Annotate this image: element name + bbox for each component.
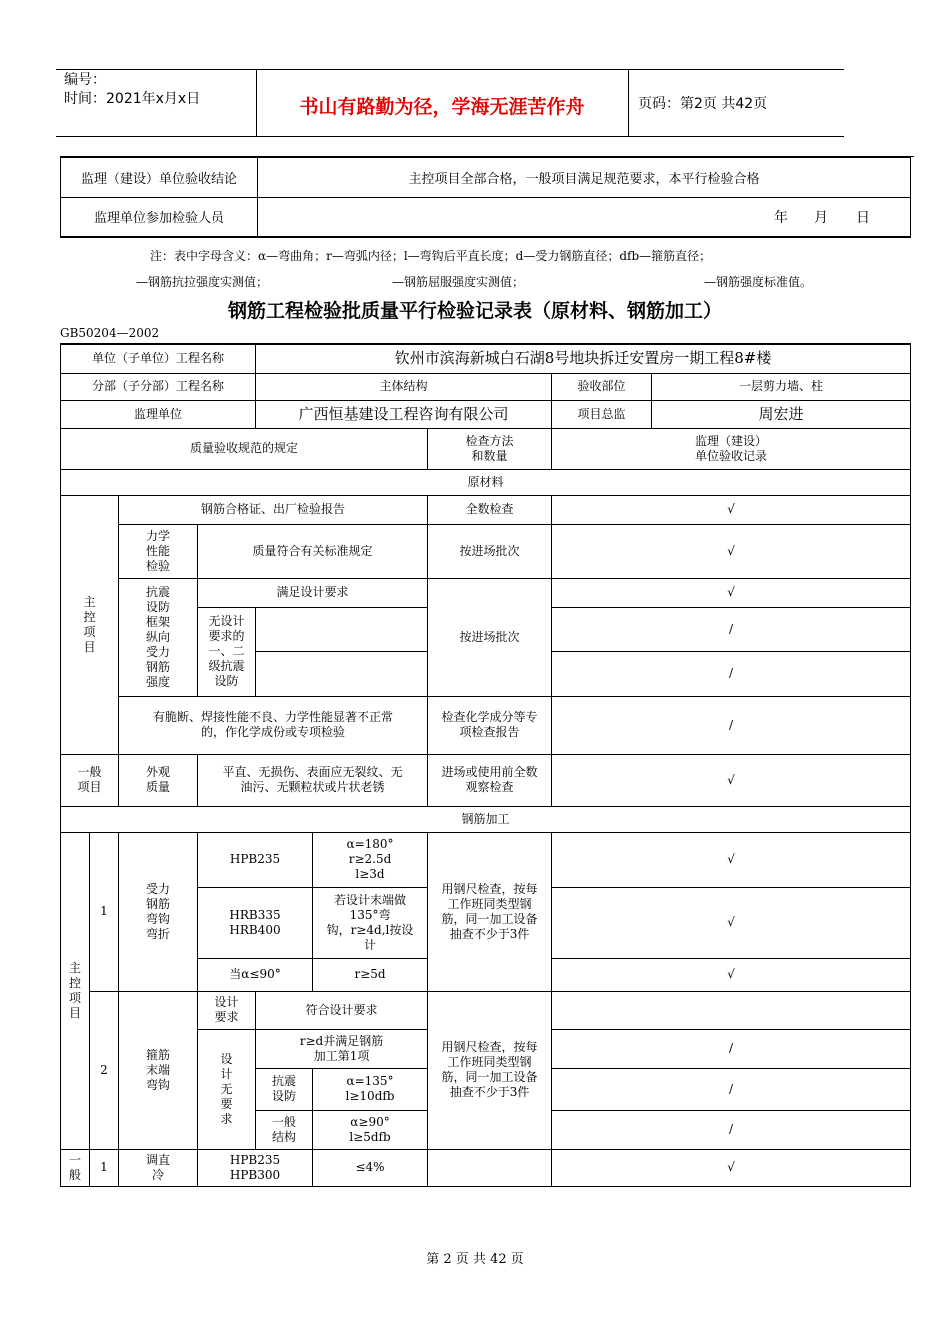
design-req-value: 符合设计要求: [256, 991, 428, 1029]
blank-cell: [256, 651, 428, 696]
record-header: 监理（建设） 单位验收记录: [552, 428, 911, 469]
inspection-table: [60, 343, 911, 1187]
unit-label: 单位（子单位）工程名称: [61, 344, 256, 373]
conclusion-value: 主控项目全部合格，一般项目满足规范要求，本平行检验合格: [258, 157, 911, 197]
section-rebar-processing: 钢筋加工: [61, 806, 911, 832]
mechanical-method: 按进场批次: [428, 524, 552, 578]
proc-main-items-label: 主 控 项 目: [61, 832, 90, 1149]
yield-note: —钢筋屈服强度实测值；: [392, 275, 525, 289]
hook-method: 用钢尺检查，按每 工作班同类型钢 筋，同一加工设备 抽查不少于3件: [428, 832, 552, 991]
grade-hrb: HRB335 HRB400: [198, 887, 313, 958]
header-bottom-rule: [56, 136, 844, 137]
document-time: 时间：2021年x月x日: [64, 91, 201, 107]
mechanical-result: √: [552, 524, 911, 578]
certificate-method: 全数检查: [428, 495, 552, 524]
appearance-method: 进场或使用前全数 观察检查: [428, 754, 552, 806]
mechanical-desc: 质量符合有关标准规定: [198, 524, 428, 578]
header-divider: [628, 69, 629, 136]
seismic-label: 抗震 设防: [256, 1068, 313, 1110]
hpb235-result: √: [552, 832, 911, 887]
no-design-req-label-2: 设 计 无 要 求: [198, 1029, 256, 1149]
seismic-result-2: /: [552, 607, 911, 651]
stirrup-item: 箍筋 末端 弯钩: [119, 991, 198, 1149]
grade-hpb235: HPB235: [198, 832, 313, 887]
appearance-desc: 平直、无损伤、表面应无裂纹、无 油污、无颗粒状或片状老锈: [198, 754, 428, 806]
no-design-req-label: 无设计 要求的 一、二 级抗震 设防: [198, 607, 256, 696]
spec-header: 质量验收规范的规定: [61, 428, 428, 469]
page-title: 钢筋工程检验批质量平行检验记录表（原材料、钢筋加工）: [227, 300, 722, 322]
tensile-note: —钢筋抗拉强度实测值；: [136, 275, 269, 289]
subdivision-label: 分部（子分部）工程名称: [61, 373, 256, 400]
seismic-result: √: [552, 578, 911, 607]
certificate-result: √: [552, 495, 911, 524]
page-footer: 第 2 页 共 42 页: [426, 1252, 524, 1267]
blank-cell: [256, 607, 428, 651]
standard-code: GB50204—2002: [60, 326, 160, 340]
seismic-desc: 满足设计要求: [198, 578, 428, 607]
general-items-label: 一般 项目: [61, 754, 119, 806]
header-motto: 书山有路勤为径，学海无涯苦作舟: [299, 96, 585, 118]
part-label: 验收部位: [552, 373, 652, 400]
seismic-requirement: α=135° l≥10dfb: [313, 1068, 428, 1110]
appearance-result: √: [552, 754, 911, 806]
legend-note: 注：表中字母含义：α—弯曲角；r—弯弧内径；l—弯钩后平直长度；d—受力钢筋直径；dfb—箍筋直径；: [150, 249, 712, 263]
part-value: 一层剪力墙、柱: [652, 373, 911, 400]
design-req-label: 设计 要求: [198, 991, 256, 1029]
method-header: 检查方法 和数量: [428, 428, 552, 469]
general-items-label-2: 一 般: [61, 1149, 90, 1186]
conclusion-label: 监理（建设）单位验收结论: [61, 157, 258, 197]
hpb235-requirement: α=180° r≥2.5d l≥3d: [313, 832, 428, 887]
brittle-method: 检查化学成分等专 项检查报告: [428, 696, 552, 754]
stirrup-method: 用钢尺检查，按每 工作班同类型钢 筋，同一加工设备 抽查不少于3件: [428, 991, 552, 1149]
seismic-result-3: /: [552, 651, 911, 696]
supervisor-value: 广西恒基建设工程咨询有限公司: [256, 400, 552, 428]
hook-item: 受力 钢筋 弯钩 弯折: [119, 832, 198, 991]
appearance-item: 外观 质量: [119, 754, 198, 806]
supervisor-label: 监理单位: [61, 400, 256, 428]
straightening-requirement: ≤4%: [313, 1149, 428, 1186]
hrb-requirement: 若设计末端做 135°弯 钩，r≥4d,l按设 计: [313, 887, 428, 958]
bend-condition: 当α≤90°: [198, 958, 313, 991]
conclusion-table: [60, 156, 911, 238]
general-structure-requirement: α≥90° l≥5dfb: [313, 1110, 428, 1149]
straightening-item: 调直 冷: [119, 1149, 198, 1186]
chief-value: 周宏进: [652, 400, 911, 428]
sign-date: 年 月 日: [258, 197, 911, 237]
straightening-grade: HPB235 HPB300: [198, 1149, 313, 1186]
item-number-1: 1: [90, 832, 119, 991]
brittle-desc: 有脆断、焊接性能不良、力学性能显著不正常 的，作化学成份或专项检验: [119, 696, 428, 754]
bend-result: √: [552, 958, 911, 991]
blank-cell: [552, 991, 911, 1029]
standard-note: —钢筋强度标准值。: [704, 275, 813, 289]
unit-value: 钦州市滨海新城白石湖8号地块拆迁安置房一期工程8#楼: [256, 344, 911, 373]
header-top-rule: [56, 69, 844, 70]
chief-label: 项目总监: [552, 400, 652, 428]
brittle-result: /: [552, 696, 911, 754]
bend-requirement: r≥5d: [313, 958, 428, 991]
staff-label: 监理单位参加检验人员: [61, 197, 258, 237]
section-raw-materials: 原材料: [61, 469, 911, 495]
stirrup-result: /: [552, 1029, 911, 1068]
seismic-item: 抗震 设防 框架 纵向 受力 钢筋 强度: [119, 578, 198, 696]
item-number-2: 2: [90, 991, 119, 1149]
straightening-method: [428, 1149, 552, 1186]
general-structure-label: 一般 结构: [256, 1110, 313, 1149]
mechanical-item: 力学 性能 检验: [119, 524, 198, 578]
general-item-number: 1: [90, 1149, 119, 1186]
document-number: 编号：: [64, 72, 106, 88]
subdivision-value: 主体结构: [256, 373, 552, 400]
main-items-label: 主 控 项 目: [61, 495, 119, 754]
general-structure-result: /: [552, 1110, 911, 1149]
certificate-item: 钢筋合格证、出厂检验报告: [119, 495, 428, 524]
seismic-stirrup-result: /: [552, 1068, 911, 1110]
straightening-result: √: [552, 1149, 911, 1186]
header-page-number: 页码：第2页 共42页: [638, 96, 768, 112]
hrb-result: √: [552, 887, 911, 958]
stirrup-requirement: r≥d并满足钢筋 加工第1项: [256, 1029, 428, 1068]
seismic-method: 按进场批次: [428, 578, 552, 696]
header-meta: [64, 71, 200, 109]
